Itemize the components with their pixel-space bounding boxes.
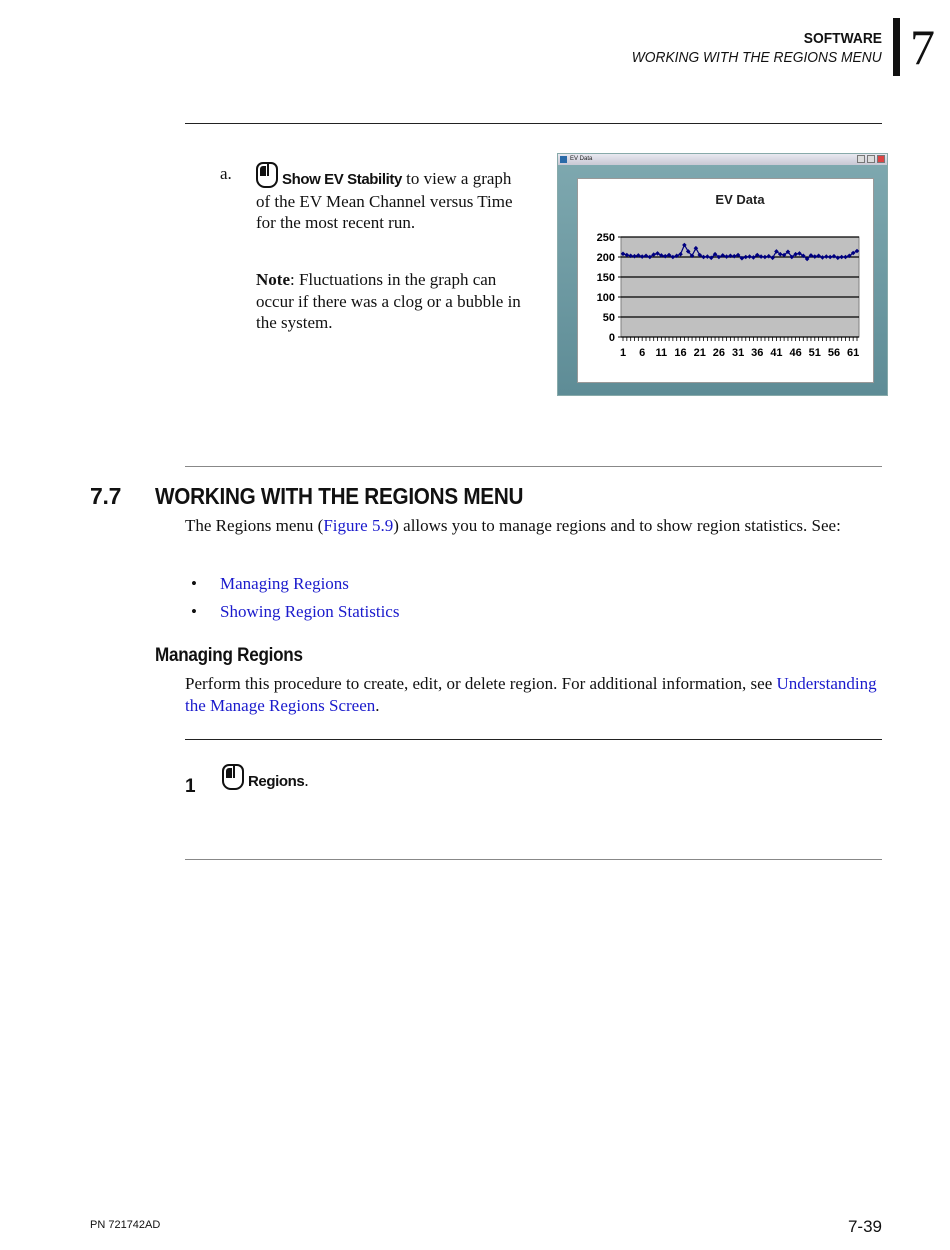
- step-a-description: to view a graph of the EV Mean Channel versus Time for the most recent run.: [256, 169, 513, 232]
- step-a-text: [256, 162, 526, 234]
- window-titlebar: [558, 154, 887, 165]
- chart-title: EV Data: [715, 192, 765, 207]
- intro-text-before: The Regions menu (: [185, 516, 324, 535]
- manage-regions-screen-link[interactable]: Understanding the Manage Regions Screen: [185, 674, 877, 715]
- step-a-letter: a.: [220, 164, 232, 183]
- maximize-icon[interactable]: [867, 155, 875, 163]
- section-title: WORKING WITH THE REGIONS MENU: [155, 483, 524, 509]
- y-tick-label: 250: [596, 232, 615, 244]
- note-text: : Fluctuations in the graph can occur if there was a clog or a bubble in the system.: [256, 270, 521, 332]
- divider-procedure: [185, 739, 882, 740]
- figure-link[interactable]: Figure 5.9: [323, 516, 394, 535]
- mouse-click-icon: [222, 764, 244, 790]
- ev-data-chart: [578, 179, 873, 382]
- link-showing-region-statistics[interactable]: Showing Region Statistics: [220, 602, 400, 621]
- x-tick-label: 41: [770, 347, 783, 359]
- intro-text-after: ) allows you to manage regions and to show region statistics. See:: [393, 516, 841, 535]
- x-tick-label: 31: [731, 347, 745, 359]
- y-tick-label: 150: [596, 272, 615, 284]
- section-number: 7.7: [90, 483, 122, 509]
- subsection-intro-text: Perform this procedure to create, edit, or delete region. For additional information, see: [185, 674, 777, 693]
- x-tick-label: 61: [847, 347, 860, 359]
- x-tick-label: 16: [674, 347, 687, 359]
- close-icon[interactable]: [877, 155, 885, 163]
- section-intro: [185, 515, 885, 537]
- bullet-marker: •: [191, 574, 197, 593]
- x-tick-label: 46: [789, 347, 802, 359]
- x-tick-label: 36: [751, 347, 764, 359]
- x-tick-label: 6: [639, 347, 646, 359]
- x-tick-label: 11: [655, 347, 668, 359]
- bullet-marker: •: [191, 602, 197, 621]
- x-tick-label: 56: [827, 347, 841, 359]
- mouse-click-icon: [256, 162, 278, 188]
- divider-top: [185, 123, 882, 124]
- step-1-end: .: [304, 771, 309, 790]
- header-title: SOFTWARE: [803, 30, 882, 47]
- x-tick-label: 1: [619, 347, 627, 359]
- x-tick-label: 21: [693, 347, 706, 359]
- x-tick-label: 26: [712, 347, 726, 359]
- ev-data-window: [557, 153, 888, 396]
- x-tick-label: 51: [808, 347, 821, 359]
- divider-bottom: [185, 859, 882, 860]
- step-1-text: [222, 764, 309, 791]
- chapter-number: 7: [910, 19, 935, 75]
- y-tick-label: 100: [596, 292, 615, 304]
- y-tick-label: 0: [608, 332, 615, 344]
- note-label: Note: [256, 270, 290, 289]
- y-tick-label: 50: [602, 312, 615, 324]
- subsection-title: Managing Regions: [155, 645, 303, 666]
- divider-section: [185, 466, 882, 467]
- regions-label: Regions: [248, 773, 305, 790]
- y-tick-label: 200: [596, 252, 615, 264]
- minimize-icon[interactable]: [857, 155, 865, 163]
- chart-area: [577, 178, 874, 383]
- step-a-note: [256, 269, 526, 334]
- header-bar: [893, 18, 900, 76]
- window-title: EV Data: [570, 156, 593, 162]
- subsection-intro: [185, 673, 885, 716]
- show-ev-stability-label: Show EV Stability: [282, 171, 402, 188]
- step-1-number: 1: [185, 776, 196, 797]
- subsection-intro-end: .: [375, 695, 380, 715]
- part-number: PN 721742AD: [90, 1219, 161, 1231]
- link-managing-regions[interactable]: Managing Regions: [220, 574, 349, 593]
- header-subtitle: WORKING WITH THE REGIONS MENU: [632, 49, 882, 66]
- page-number: 7-39: [847, 1217, 882, 1236]
- app-icon: [560, 156, 567, 163]
